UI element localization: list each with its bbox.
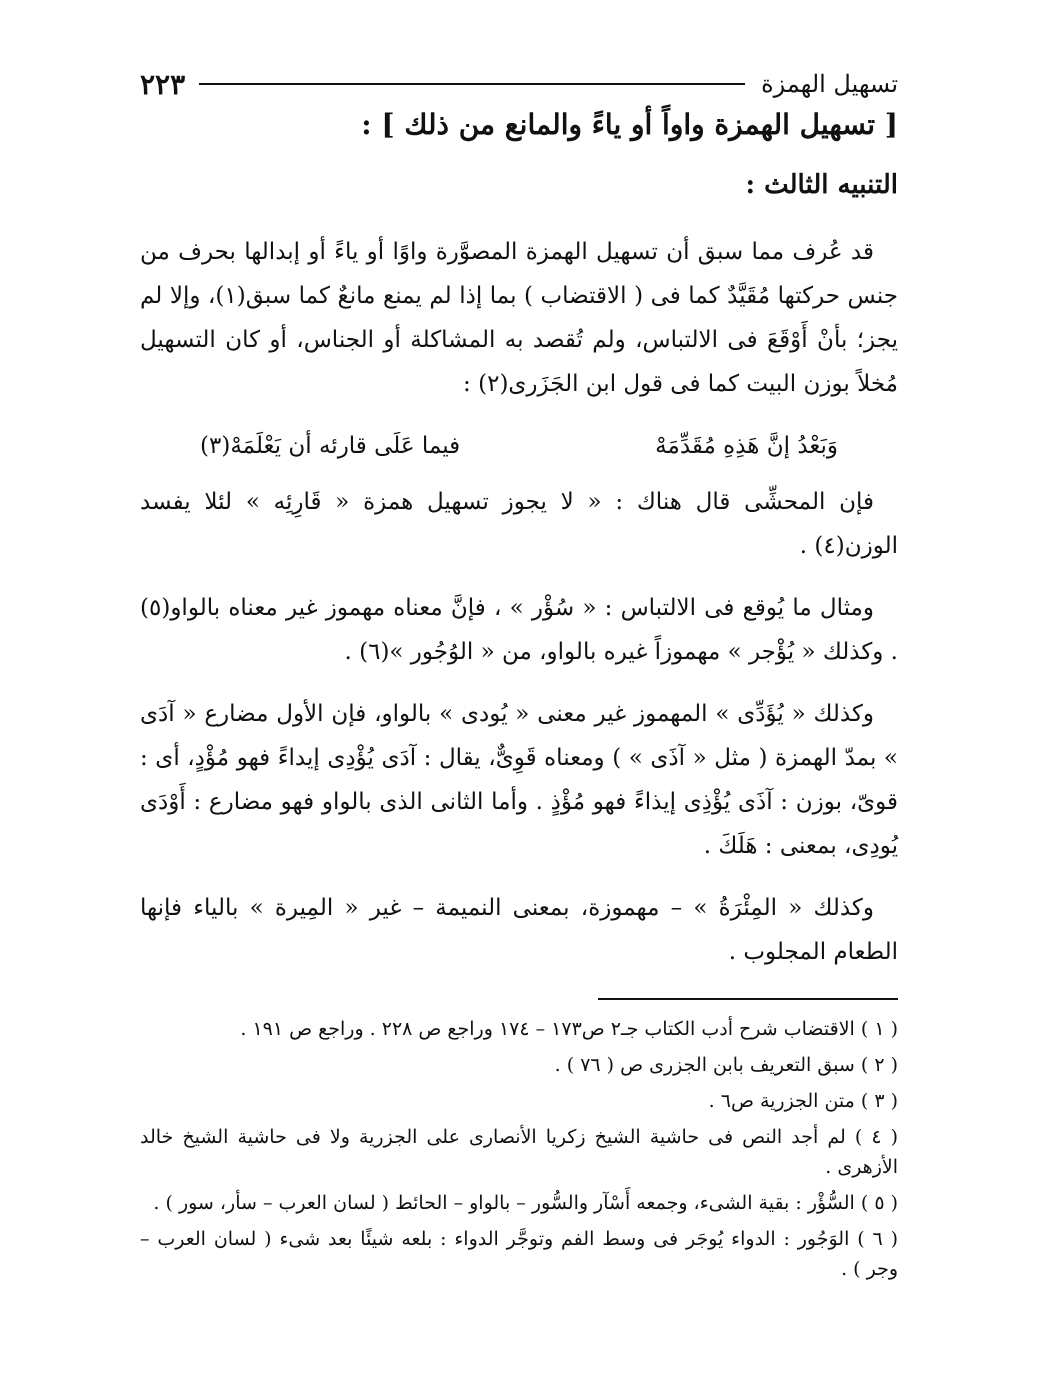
footnote-2: ( ٢ ) سبق التعريف بابن الجزرى ص ( ٧٦ ) .: [554, 1054, 898, 1076]
running-title: تسهيل الهمزة: [761, 70, 898, 98]
running-header: [140, 66, 898, 102]
paragraph-2: فإن المحشِّى قال هناك : « لا يجوز تسهيل همزة « قَارِئِه » لئلا يفسد الوزن(٤) .: [140, 489, 898, 559]
verse-line: [140, 424, 898, 468]
section-subheading: التنبيه الثالث :: [745, 170, 898, 200]
footnote-1: ( ١ ) الاقتضاب شرح أدب الكتاب جـ٢ ص١٧٣ – ١٧٤ وراجع ص ٢٢٨ . وراجع ص ١٩١ .: [240, 1018, 898, 1040]
footnote-4: ( ٤ ) لم أجد النص فى حاشية الشيخ زكريا الأنصارى على الجزرية ولا فى حاشية الشيخ خالد الأزهرى .: [140, 1126, 899, 1178]
header-rule: [199, 83, 745, 85]
verse-first-hemistich: وَبَعْدُ إنَّ هَذِهِ مُقَدِّمَهْ: [655, 433, 838, 459]
paragraph-5: وكذلك « المِئْرَةُ » – مهموزة، بمعنى النميمة – غير « المِيرة » بالياء فإنها الطعام المجلوب .: [140, 895, 898, 965]
footnote-3: ( ٣ ) متن الجزرية ص٦ .: [708, 1090, 898, 1112]
paragraph-3: ومثال ما يُوقع فى الالتباس : « سُؤْر » ، فإنَّ معناه مهموز غير معناه بالواو(٥) . وكذلك « يُؤْجر » مهموزاً غيره بالواو، من « الوُجُور »(٦) .: [140, 595, 898, 665]
footnotes: [140, 1014, 898, 1290]
paragraph-4: وكذلك « يُؤَدِّى » المهموز غير معنى « يُودى » بالواو، فإن الأول مضارع « آدَى » بمدّ الهمزة ( مثل « آذَى » ) ومعناه قَوِىٌّ، يقال : آدَى يُؤْدِى إيداءً فهو مُؤْدٍ، أى : قوىّ، بوزن : آذَى يُؤْذِى إيذاءً فهو مُؤْذٍ . وأما الثانى الذى بالواو فهو مضارع : أَوْدَى يُودِى، بمعنى : هَلَكَ .: [140, 701, 898, 859]
page-number: ٢٢٣: [140, 67, 186, 101]
body-text: [140, 230, 898, 992]
verse-second-hemistich: فيما عَلَى قارئه أن يَعْلَمَهْ(٣): [200, 433, 461, 459]
paragraph-1: قد عُرف مما سبق أن تسهيل الهمزة المصوَّرة واوًا أو ياءً أو إبدالها بحرف من جنس حركتها مُقَيَّدٌ كما فى ( الاقتضاب ) بما إذا لم يمنع مانعٌ كما سبق(١)، وإلا لم يجز؛ بأنْ أَوْقَعَ فى الالتباس، ولم تُقصد به المشاكلة أو الجناس، أو كان التسهيل مُخلاً بوزن البيت كما فى قول ابن الجَزَرى(٢) :: [140, 239, 899, 397]
section-heading: [ تسهيل الهمزة واواً أو ياءً والمانع من ذلك ] :: [361, 108, 898, 141]
footnote-5: ( ٥ ) السُّؤْر : بقية الشىء، وجمعه أَسْآر والسُّور – بالواو – الحائط ( لسان العرب – سأر، سور ) .: [153, 1192, 898, 1214]
footnote-6: ( ٦ ) الوَجُور : الدواء يُوجَر فى وسط الفم وتوجَّر الدواء : بلعه شيئًا بعد شىء ( لسان العرب – وجر ) .: [140, 1228, 898, 1280]
footnote-separator: [598, 998, 898, 1000]
